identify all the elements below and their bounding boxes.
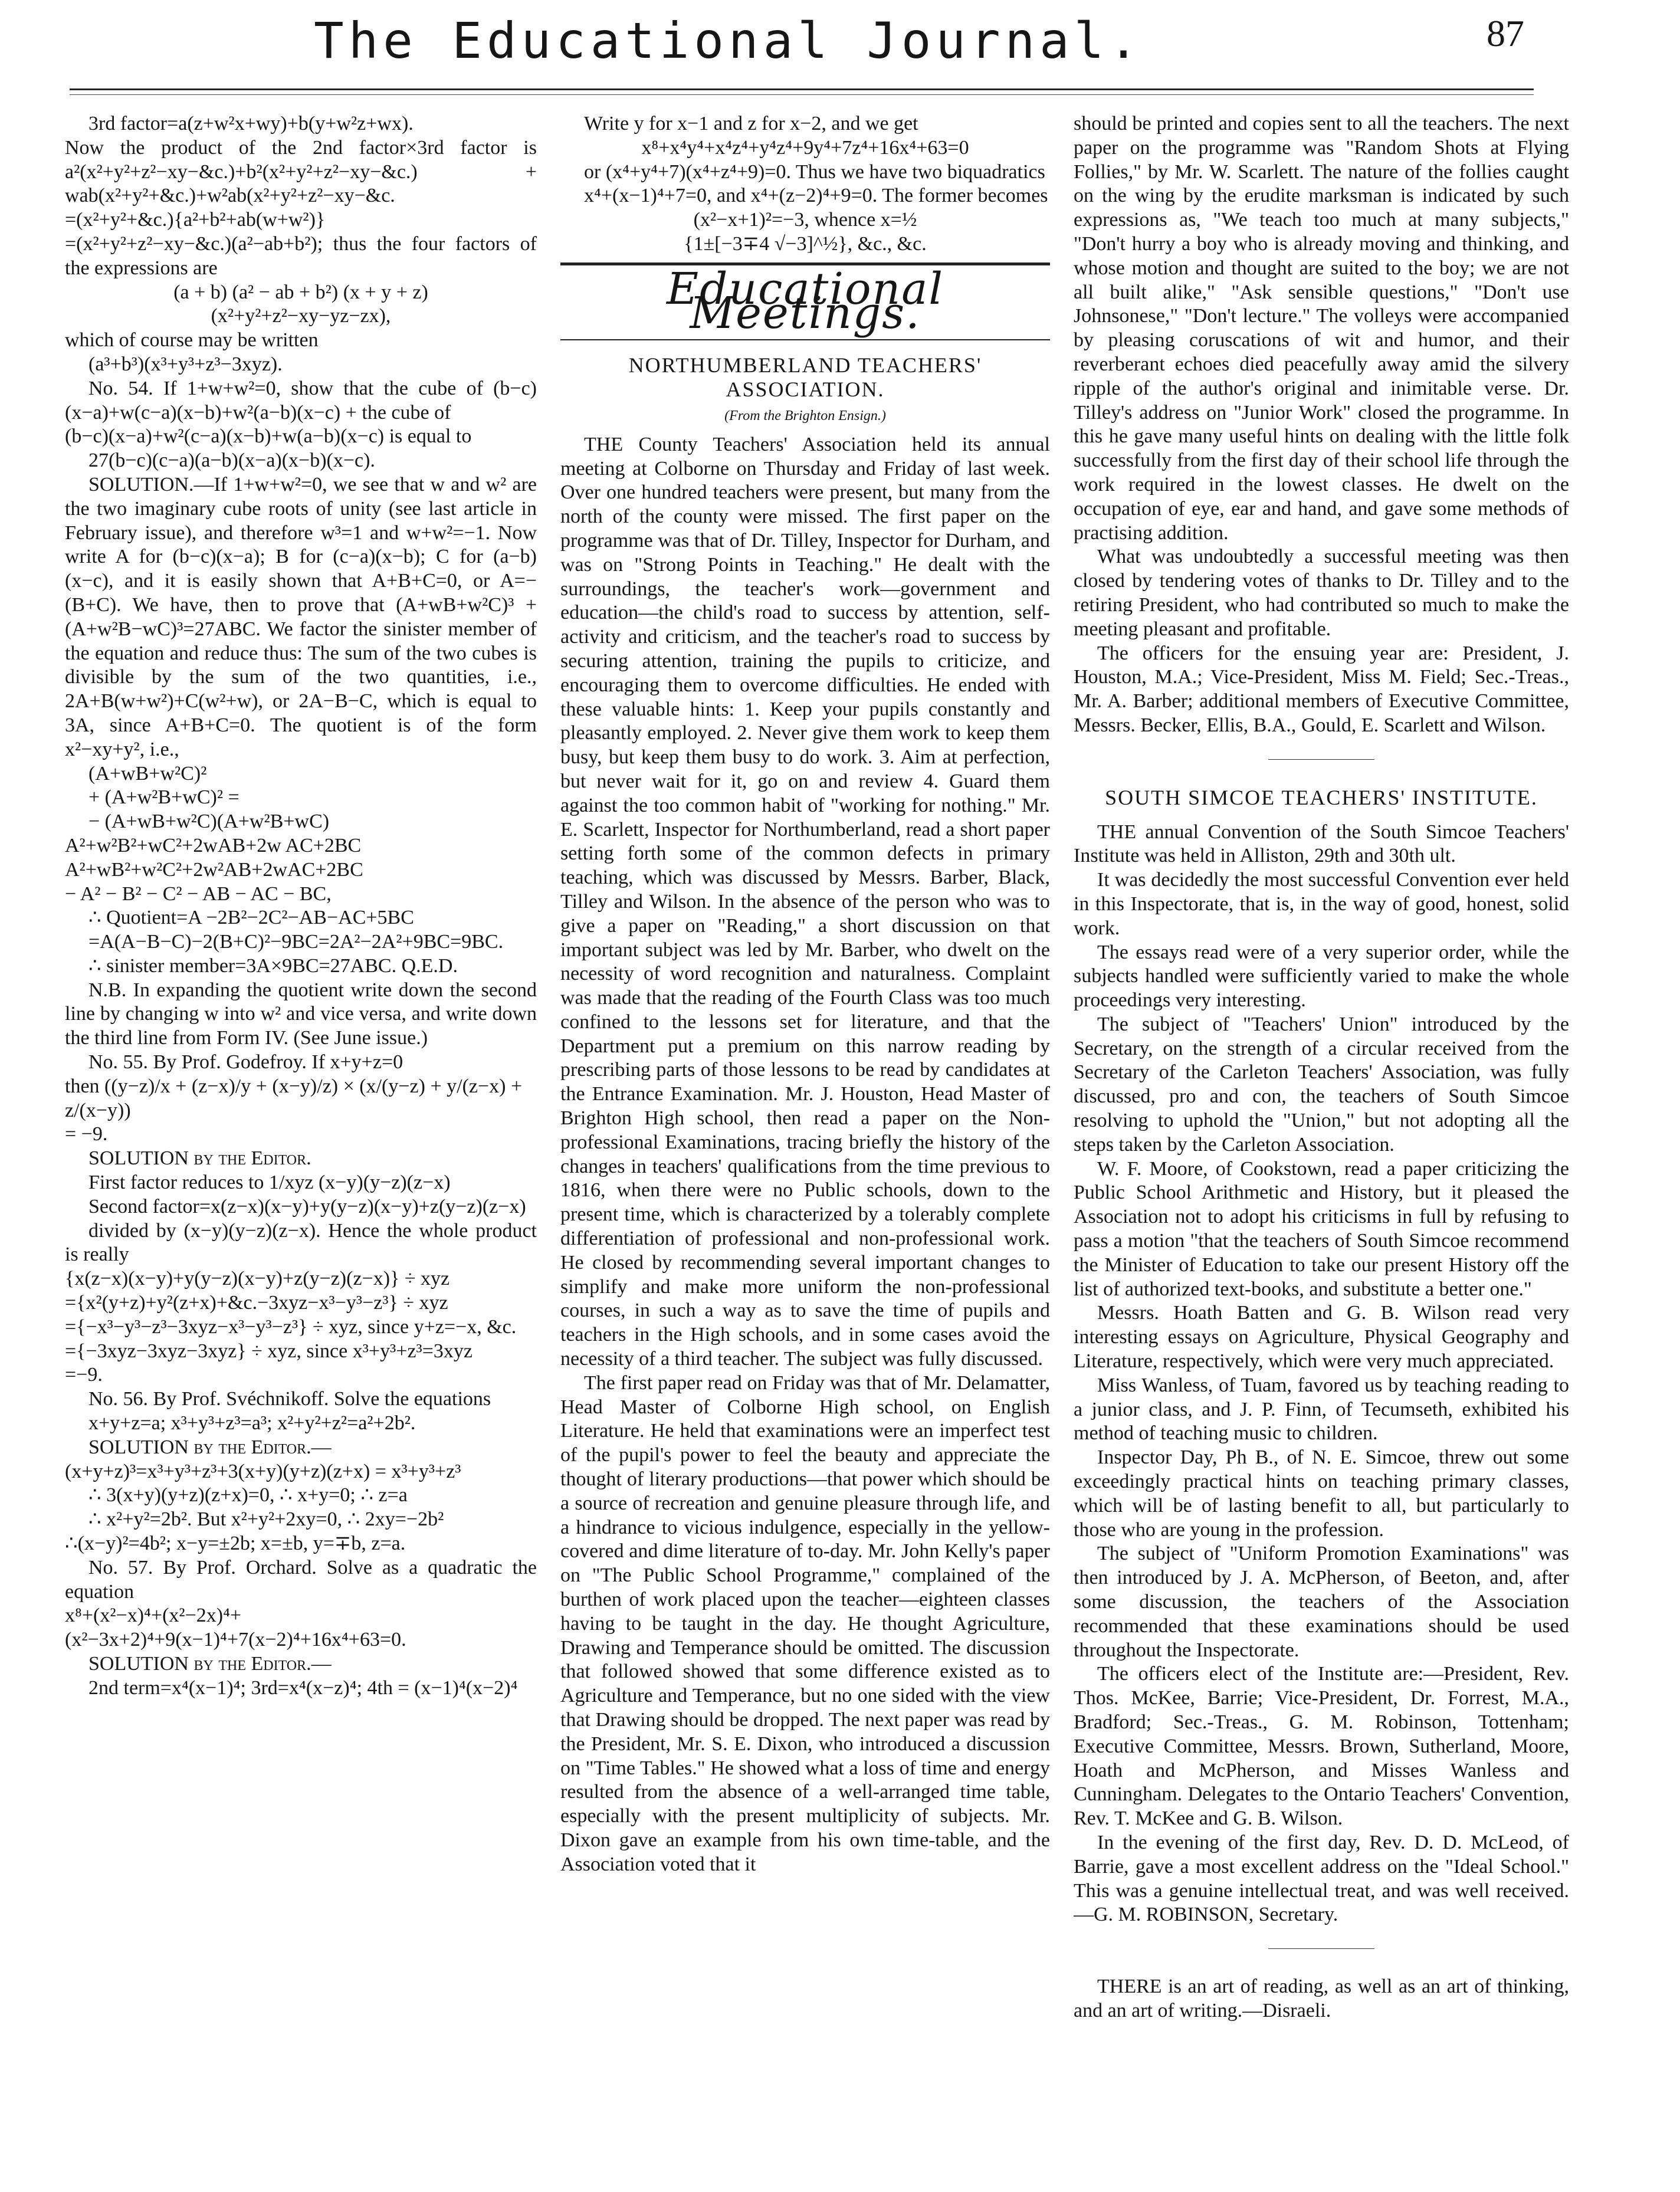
article-paragraph: Miss Wanless, of Tuam, favored us by teaching reading to a junior class, and J. P. Finn, of Tecumseth, exhibited his method of teaching music to children. xyxy=(1074,1374,1569,1445)
math-line: ∴ 3(x+y)(y+z)(z+x)=0, ∴ x+y=0; ∴ z=a xyxy=(88,1484,408,1507)
article-paragraph: In the evening of the first day, Rev. D. D. McLeod, of Barrie, gave a most excellent address on the "Ideal School." This was a genuine intellectual treat, and was well received.—G. M. ROBINSON, Secretary. xyxy=(1074,1831,1569,1926)
math-line: =−9. xyxy=(65,1364,103,1386)
article-paragraph: The officers for the ensuing year are: President, J. Houston, M.A.; Vice-President, Miss M. Field; Sec.-Treas., Mr. A. Barber; additional members of Executive Committee, Messrs. Becker, Ellis, B.A., Gould, E. Scarlett and Wilson. xyxy=(1074,642,1569,736)
solution-heading: SOLUTION by the Editor.— xyxy=(88,1436,332,1458)
math-line: ∴ sinister member=3A×9BC=27ABC. Q.E.D. xyxy=(88,954,458,977)
header-rule xyxy=(70,88,1534,90)
math-line: x+y+z=a; x³+y³+z³=a³; x²+y²+z²=a²+2b². xyxy=(88,1412,416,1435)
article-heading: NORTHUMBERLAND TEACHERS' ASSOCIATION. xyxy=(628,353,982,402)
article-paragraph: The subject of "Uniform Promotion Examinations" was then introduced by J. A. McPherson, of Beeton, and, after some discussion, the teachers of the Association recommended that these examinations should be used throughout the Inspectorate. xyxy=(1074,1543,1569,1661)
problem-57: No. 57. By Prof. Orchard. Solve as a quadratic the equation xyxy=(65,1556,537,1603)
article-paragraph: Inspector Day, Ph B., of N. E. Simcoe, threw out some exceedingly practical hints on teaching primary classes, which will be of lasting benefit to all, but particularly to those who are young in the profession. xyxy=(1074,1446,1569,1541)
math-line: divided by (x−y)(y−z)(z−x). Hence the whole product is really xyxy=(65,1219,537,1266)
math-line: 27(b−c)(c−a)(a−b)(x−a)(x−b)(x−c). xyxy=(88,449,375,472)
math-line: x⁴+(x−1)⁴+7=0, and x⁴+(z−2)⁴+9=0. The former becomes xyxy=(584,185,1048,207)
math-line: x⁸+(x²−x)⁴+(x²−2x)⁴+(x²−3x+2)⁴+9(x−1)⁴+7(x−2)⁴+16x⁴+63=0. xyxy=(65,1604,406,1651)
math-line: = −9. xyxy=(65,1123,108,1146)
math-line: ={−x³−y³−z³−3xyz−x³−y³−z³} ÷ xyz, since y+z=−x, &c. xyxy=(65,1315,517,1338)
math-line: =A(A−B−C)−2(B+C)²−9BC=2A²−2A²+9BC=9BC. xyxy=(88,931,504,953)
masthead xyxy=(71,4,1604,92)
math-line: then ((y−z)/x + (z−x)/y + (x−y)/z) × (x/(y−z) + y/(z−x) + z/(x−y)) xyxy=(65,1075,523,1121)
math-line: which of course may be written xyxy=(65,329,319,352)
math-line: 3rd factor=a(z+w²x+wy)+b(y+w²z+wx). xyxy=(88,113,414,134)
math-line: (a + b) (a² − ab + b²) (x + y + z) xyxy=(173,281,428,303)
article-paragraph: The first paper read on Friday was that of Mr. Delamatter, Head Master of Colborne High school, on English Literature. He held that examinations were an imperfect test of the pupil's power to feel the beauty and appreciate the thought of literary productions—that power which should be a source of recreation and genuine pleasure through life, and a hindrance to vicious indulgence, especially in the yellow-covered and dime literature of to-day. Mr. John Kelly's paper on "The Public School Programme," complained of the burthen of work placed upon the teacher—eighteen classes having to be taught in the day. He thought Agriculture, Drawing and Temperance should be omitted. The discussion that followed showed that some difference existed as to Agriculture and Temperance, but no one sided with the view that Drawing should be dropped. The next paper was read by the President, Mr. S. E. Dixon, who introduced a discussion on "Time Tables." He showed what a loss of time and energy resulted from the absence of a well-arranged time table, especially with the present multiplicity of subjects. Mr. Dixon gave an example from his own time-table, and the Association voted that it xyxy=(560,1371,1050,1875)
page-number: 87 xyxy=(1487,12,1524,54)
math-line: A²+wB²+w²C²+2w²AB+2wAC+2BC xyxy=(65,858,363,881)
math-line: ∴ x²+y²=2b². But x²+y²+2xy=0, ∴ 2xy=−2b² xyxy=(88,1508,444,1531)
solution-54: SOLUTION.—If 1+w+w²=0, we see that w and w² are the two imaginary cube roots of unity (see last article in February issue), and therefore w³=1 and w+w²=−1. Now write A for (b−c)(x−a); B for (c−a)(x−b); C for (a−b)(x−c), and it is easily shown that A+B+C=0, or A=−(B+C). We have, then to prove that (A+wB+w²C)³ + (A+w²B−wC)³=27ABC. We factor the sinister member of the equation and reduce thus: The sum of the two cubes is divisible by the sum of the two quantities, i.e., 2A+B(w+w²)+C(w²+w), or 2A−B−C, which is equal to 3A, since A+B+C=0. The quotient is of the form x²−xy+y², i.e., xyxy=(65,473,537,760)
section-divider xyxy=(1268,1948,1374,1949)
math-line: ={−3xyz−3xyz−3xyz} ÷ xyz, since x³+y³+z³=3xyz xyxy=(65,1340,473,1362)
problem-54: No. 54. If 1+w+w²=0, show that the cube of (b−c)(x−a)+w(c−a)(x−b)+w²(a−b)(x−c) + the cube of xyxy=(65,377,537,424)
math-line: (b−c)(x−a)+w²(c−a)(x−b)+w(a−b)(x−c) is equal to xyxy=(65,425,472,448)
math-line: {x(z−x)(x−y)+y(y−z)(x−y)+z(y−z)(z−x)} ÷ xyz xyxy=(65,1268,450,1290)
article-heading: SOUTH SIMCOE TEACHERS' INSTITUTE. xyxy=(1105,785,1538,809)
math-line: (a³+b³)(x³+y³+z³−3xyz). xyxy=(88,353,283,375)
article-paragraph: The essays read were of a very superior order, while the subjects handled were sufficiently varied to make the whole proceedings very interesting. xyxy=(1074,941,1569,1012)
article-source: (From the Brighton Ensign.) xyxy=(724,408,886,424)
math-line: Write y for x−1 and z for x−2, and we get xyxy=(584,113,918,134)
math-line: (A+wB+w²C)² xyxy=(88,762,207,785)
article-paragraph: It was decidedly the most successful Convention ever held in this Inspectorate, that is, in the way of good, honest, solid work. xyxy=(1074,869,1569,939)
math-line: (x+y+z)³=x³+y³+z³+3(x+y)(y+z)(z+x) = x³+y³+z³ xyxy=(65,1460,461,1482)
article-paragraph: W. F. Moore, of Cookstown, read a paper criticizing the Public School Arithmetic and History, but it pleased the Association not to adopt his criticisms in full by refusing to pass a motion "that the teachers of South Simcoe recommend the Minister of Education to take our present History off the list of authorized text-books, and substitute a better one." xyxy=(1074,1157,1569,1300)
section-divider xyxy=(1268,759,1374,760)
math-line: =(x²+y²+&c.){a²+b²+ab(w+w²)} xyxy=(65,209,326,231)
math-line: Second factor=x(z−x)(x−y)+y(y−z)(x−y)+z(y−z)(z−x) xyxy=(88,1195,526,1218)
problem-56: No. 56. By Prof. Svéchnikoff. Solve the equations xyxy=(88,1388,491,1410)
math-line: (x²−x+1)²=−3, whence x=½ xyxy=(693,209,917,231)
article-paragraph: should be printed and copies sent to all the teachers. The next paper on the programme was "Random Shots at Flying Follies," by Mr. W. Scarlett. The nature of the follies caught on the wing by the erudite marksman is indicated by such expressions as, "We teach too much at many subjects," "Don't hurry a boy who is already moving and thinking, and whose motion and thought are suited to the boy; we are not all built alike," "Ask sensible questions," "Don't use Johnsonese," "Don't lecture." The volleys were accompanied by pleasing coruscations of wit and humor, and their reverberant echoes died peacefully away amid the silvery ripple of the author's original and inimitable verse. Dr. Tilley's address on "Junior Work" closed the programme. In this he gave many useful hints on dealing with the little folk successfully from the first day of their school life through the work required in the lowest classes. He dwelt on the occupation of eye, ear and hand, and gave some methods of practising addition. xyxy=(1074,113,1569,544)
math-line: − (A+wB+w²C)(A+w²B+wC) xyxy=(88,810,330,833)
math-line: (x²+y²+z²−xy−yz−zx), xyxy=(211,305,391,327)
note-paragraph: N.B. In expanding the quotient write down the second line by changing w into w² and vice versa, and write down the third line from Form IV. (See June issue.) xyxy=(65,979,537,1049)
solution-heading: SOLUTION by the Editor. xyxy=(88,1147,311,1170)
article-paragraph: Messrs. Hoath Batten and G. B. Wilson read very interesting essays on Agriculture, Physical Geography and Literature, respectively, which were very much appreciated. xyxy=(1074,1302,1569,1373)
problem-55: No. 55. By Prof. Godefroy. If x+y+z=0 xyxy=(88,1051,403,1074)
article-paragraph: THE County Teachers' Association held its annual meeting at Colborne on Thursday and Friday of last week. Over one hundred teachers were present, but many from the north of the county were missed. The first paper on the programme was that of Dr. Tilley, Inspector for Durham, and was on "Strong Points in Teaching." He dealt with the surroundings, the teacher's work—government and education—the child's road to success by attention, self-activity and criticism, and the teacher's road to success by securing attention, training the pupils to criticize, and encouraging them to overcome difficulties. He ended with these valuable hints: 1. Keep your pupils constantly and pleasantly employed. 2. Never give them work to keep them busy, but keep them busy to do work. 3. Aim at perfection, but never wait for it, go on and review 4. Guard them against the too common habit of "working for nothing." Mr. E. Scarlett, Inspector for Northumberland, read a short paper setting forth some of the common defects in primary teaching, which was discussed by Messrs. Barber, Black, Tilley and Wilson. In the absence of the person who was to give a paper on "Reading," a short discussion on that important subject was led by Mr. Barber, who dwelt on the necessity of word recognition and naturalness. Complaint was made that the reading of the Fourth Class was too much confined to the lessons set for literature, and that the Department put a premium on this narrow reading by prescribing parts of those lessons to be read by candidates at the Entrance Examination. Mr. J. Houston, Head Master of Brighton High school, then read a paper on the Non-professional Examinations, tracing briefly the history of the changes in teachers' qualifications from the time previous to 1816, when there were no Public schools, down to the present time, which is characterized by a tolerably complete differentiation of professional and non-professional work. He closed by recommending several important changes to simplify and make more uniform the non-professional courses, in such a way as to save the time of pupils and teachers in the High schools, and in some cases avoid the necessity of a third teacher. The subject was fully discussed. xyxy=(560,433,1050,1370)
math-line: or (x⁴+y⁴+7)(x⁴+z⁴+9)=0. Thus we have two biquadratics xyxy=(584,160,1045,183)
article-paragraph: The subject of "Teachers' Union" introduced by the Secretary, on the strength of a circular received from the Secretary of the Carleton Teachers' Association, was fully discussed, pro and con, the teachers of South Simcoe resolving to uphold the "Union," but not adopting all the steps taken by the Carleton Association. xyxy=(1074,1013,1569,1156)
math-line: Now the product of the 2nd factor×3rd factor is a²(x²+y²+z²−xy−&c.)+b²(x²+y²+z²−xy−&c.) + wab(x²+y²+&c.)+w²ab(x²+y²+z²−xy−&c. xyxy=(65,136,537,207)
closing-quote: THERE is an art of reading, as well as an art of thinking, and an art of writing.—Disraeli. xyxy=(1074,1976,1569,2022)
math-line: ={x²(y+z)+y²(z+x)+&c.−3xyz−x³−y³−z³} ÷ xyz xyxy=(65,1292,448,1314)
math-line: =(x²+y²+z²−xy−&c.)(a²−ab+b²); thus the four factors of the expressions are xyxy=(65,232,537,279)
math-line: ∴ Quotient=A −2B²−2C²−AB−AC+5BC xyxy=(88,907,414,929)
column-3 xyxy=(1074,112,1569,2177)
math-line: A²+w²B²+wC²+2wAB+2w AC+2BC xyxy=(65,834,362,857)
solution-heading: SOLUTION by the Editor.— xyxy=(88,1653,332,1675)
article-paragraph: The officers elect of the Institute are:—President, Rev. Thos. McKee, Barrie; Vice-President, Dr. Forrest, M.A., Bradford; Sec.-Treas., G. M. Robinson, Tottenham; Executive Committee, Messrs. Brown, Sutherland, Moore, Hoath and McPherson, and Misses Wanless and Cunningham. Delegates to the Ontario Teachers' Convention, Rev. T. McKee and G. B. Wilson. xyxy=(1074,1663,1569,1830)
header-rule-thin xyxy=(70,94,1534,95)
section-banner: Educational Meetings. xyxy=(560,262,1050,341)
math-line: {1±[−3∓4 √−3]^½}, &c., &c. xyxy=(684,232,927,255)
article-paragraph: THE annual Convention of the South Simcoe Teachers' Institute was held in Alliston, 29th and 30th ult. xyxy=(1074,821,1569,867)
math-line: − A² − B² − C² − AB − AC − BC, xyxy=(65,882,332,905)
article-paragraph: What was undoubtedly a successful meeting was then closed by tendering votes of thanks to Dr. Tilley and to the retiring President, who had contributed so much to make the meeting pleasant and profitable. xyxy=(1074,546,1569,640)
math-line: ∴(x−y)²=4b²; x−y=±2b; x=±b, y=∓b, z=a. xyxy=(65,1533,406,1555)
math-line: 2nd term=x⁴(x−1)⁴; 3rd=x⁴(x−z)⁴; 4th = (x−1)⁴(x−2)⁴ xyxy=(88,1676,518,1699)
journal-title: The Educational Journal. xyxy=(314,12,1143,70)
column-1 xyxy=(65,112,537,2177)
math-line: x⁸+x⁴y⁴+x⁴z⁴+y⁴z⁴+9y⁴+7z⁴+16x⁴+63=0 xyxy=(641,136,969,159)
math-line: First factor reduces to 1/xyz (x−y)(y−z)(z−x) xyxy=(88,1172,451,1194)
math-line: + (A+w²B+wC)² = xyxy=(88,786,239,809)
column-2 xyxy=(560,112,1050,2177)
